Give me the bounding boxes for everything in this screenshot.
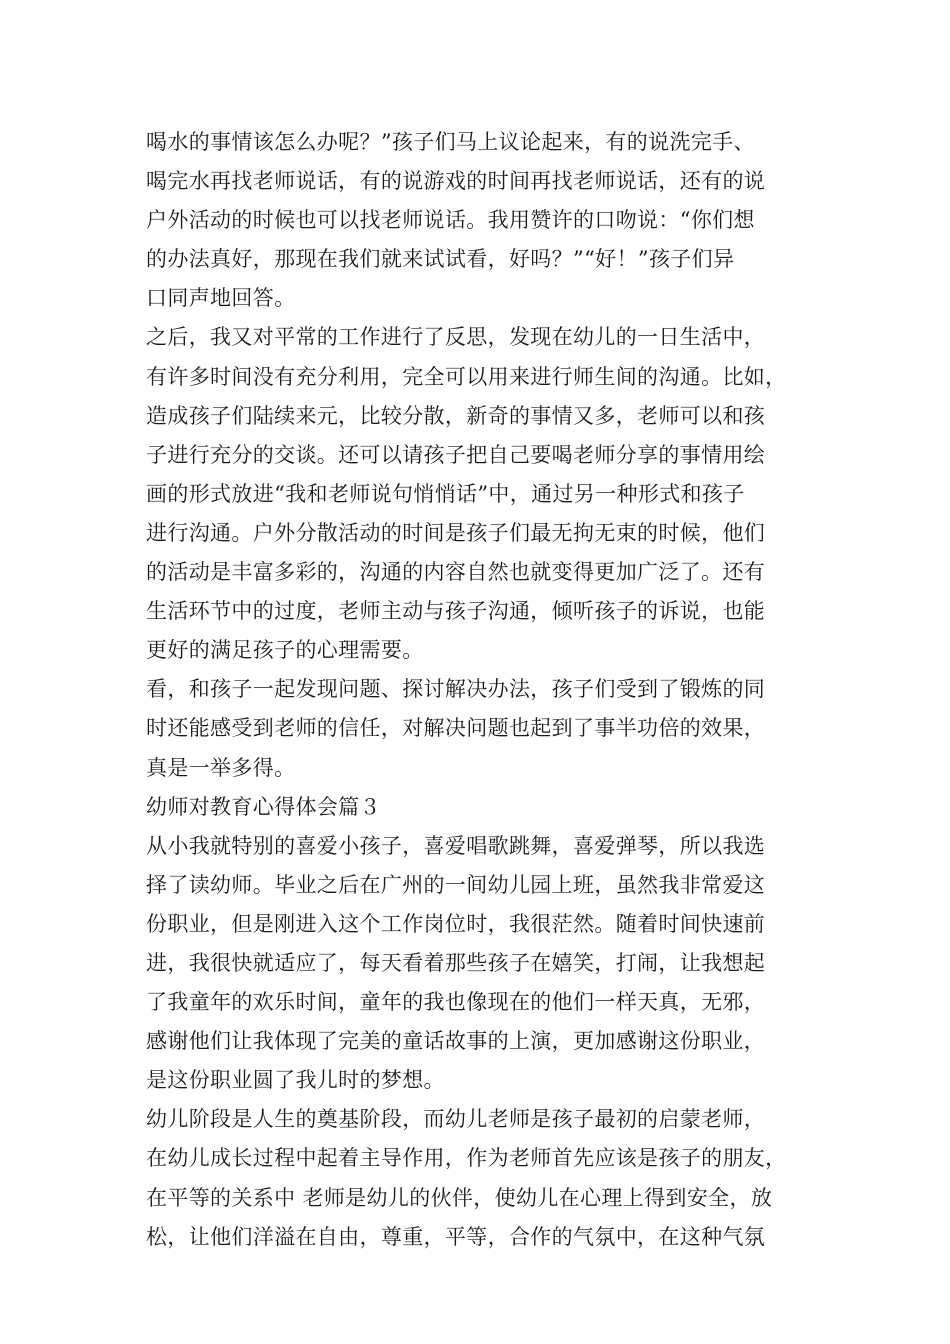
- section-heading: 幼师对教育心得体会篇３: [146, 794, 381, 819]
- text-line: 在平等的关系中 老师是幼儿的伙伴，使幼儿在心理上得到安全，放: [146, 1185, 773, 1210]
- text-line: 看，和孩子一起发现问题、探讨解决办法，孩子们受到了锻炼的同: [146, 677, 766, 702]
- text-line: 喝完水再找老师说话，有的说游戏的时间再找老师说话，还有的说: [146, 169, 766, 194]
- text-line: 之后，我又对平常的工作进行了反思，发现在幼儿的一日生活中，: [146, 325, 766, 350]
- text-line: 真是一举多得。: [146, 755, 296, 780]
- text-line: 进行沟通。户外分散活动的时间是孩子们最无拘无束的时候，他们: [146, 520, 766, 545]
- text-line: 的活动是丰富多彩的，沟通的内容自然也就变得更加广泛了。还有: [146, 560, 766, 585]
- text-line: 更好的满足孩子的心理需要。: [146, 638, 424, 663]
- text-line: 了我童年的欢乐时间，童年的我也像现在的他们一样天真，无邪，: [146, 990, 766, 1015]
- text-line: 户外活动的时候也可以找老师说话。我用赞许的口吻说：“你们想: [146, 208, 755, 233]
- text-line: 感谢他们让我体现了完美的童话故事的上演，更加感谢这份职业，: [146, 1029, 766, 1054]
- text-line: 是这份职业圆了我儿时的梦想。: [146, 1068, 445, 1093]
- text-line: 时还能感受到老师的信任，对解决问题也起到了事半功倍的效果，: [146, 716, 766, 741]
- text-line: 口同声地回答。: [146, 286, 296, 311]
- text-line: 份职业，但是刚进入这个工作岗位时，我很茫然。随着时间快速前: [146, 911, 766, 936]
- text-line: 进，我很快就适应了，每天看着那些孩子在嬉笑，打闹，让我想起: [146, 950, 766, 975]
- text-line: 生活环节中的过度，老师主动与孩子沟通，倾听孩子的诉说，也能: [146, 599, 766, 624]
- text-line: 的办法真好，那现在我们就来试试看，好吗？”“好！”孩子们异: [146, 247, 735, 272]
- text-line: 择了读幼师。毕业之后在广州的一间幼儿园上班，虽然我非常爱这: [146, 872, 766, 897]
- text-line: 在幼儿成长过程中起着主导作用，作为老师首先应该是孩子的朋友，: [146, 1146, 787, 1171]
- text-line: 幼儿阶段是人生的奠基阶段，而幼儿老师是孩子最初的启蒙老师，: [146, 1107, 766, 1132]
- text-line: 有许多时间没有充分利用，完全可以用来进行师生间的沟通。比如，: [146, 364, 787, 389]
- text-line: 喝水的事情该怎么办呢？”孩子们马上议论起来，有的说洗完手、: [146, 130, 755, 154]
- text-line: 松，让他们洋溢在自由，尊重，平等，合作的气氛中，在这种气氛: [146, 1224, 766, 1249]
- text-line: 造成孩子们陆续来元，比较分散，新奇的事情又多，老师可以和孩: [146, 403, 766, 428]
- text-line: 画的形式放进“我和老师说句悄悄话”中，通过另一种形式和孩子: [146, 481, 745, 506]
- text-line: 子进行充分的交谈。还可以请孩子把自己要喝老师分享的事情用绘: [146, 442, 766, 467]
- text-line: 从小我就特别的喜爱小孩子，喜爱唱歌跳舞，喜爱弹琴，所以我选: [146, 833, 766, 858]
- document-body: [146, 123, 836, 1257]
